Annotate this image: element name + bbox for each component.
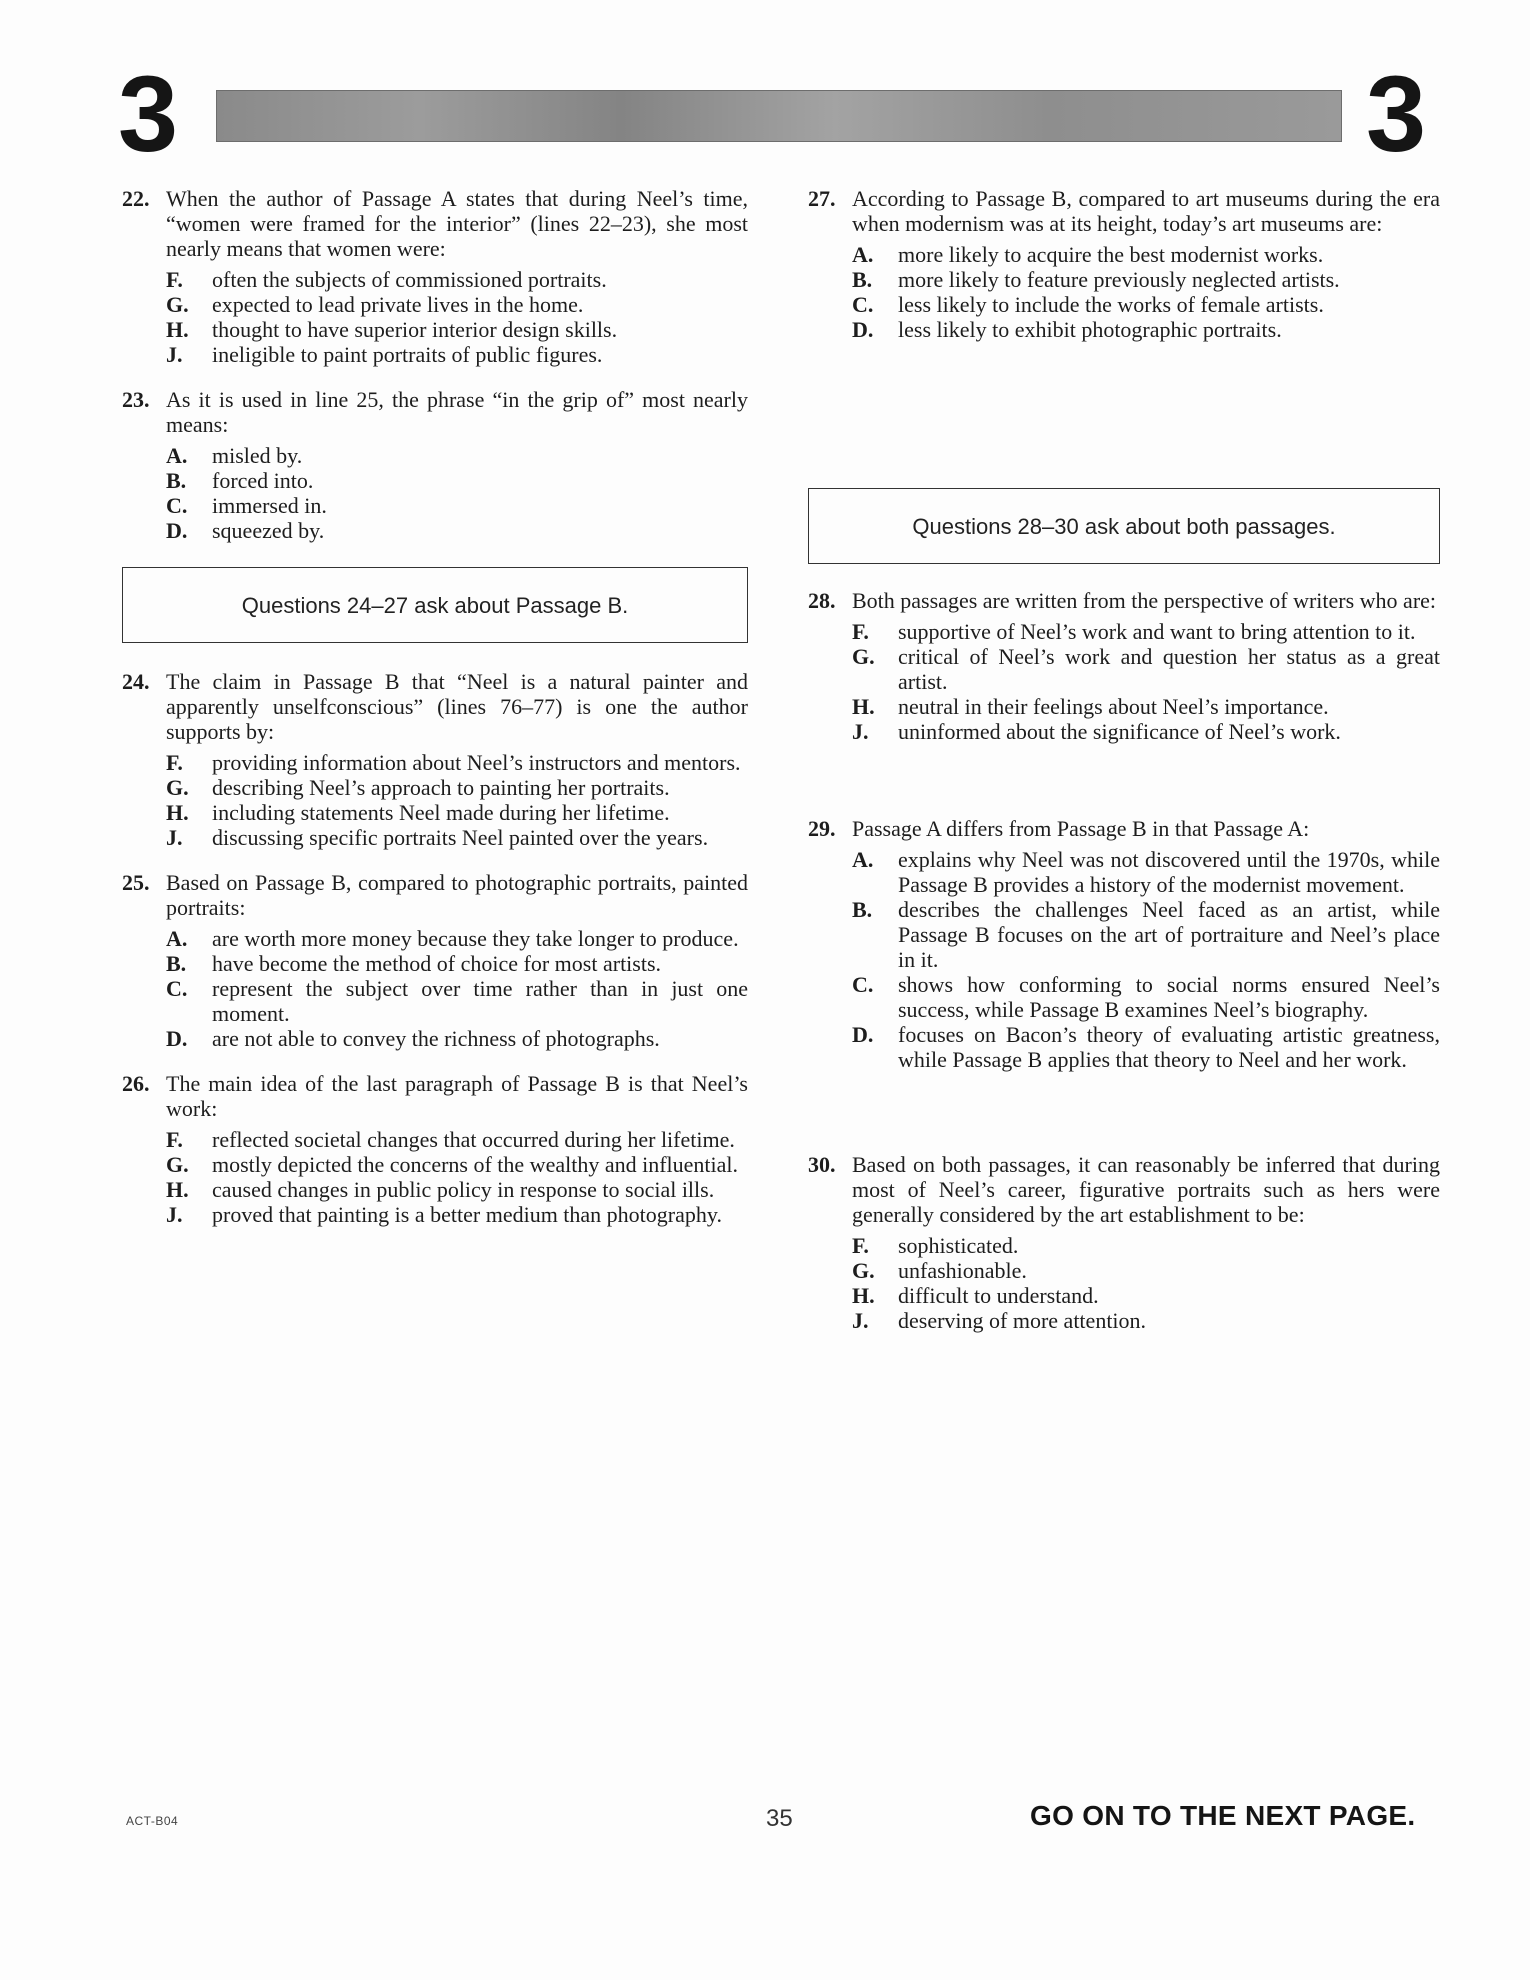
option-letter: C. xyxy=(166,493,188,518)
option-letter: H. xyxy=(852,1283,875,1308)
option-text: supportive of Neel’s work and want to bring attention to it. xyxy=(898,619,1416,644)
option-text: proved that painting is a better medium than photography. xyxy=(212,1202,722,1227)
question-number: 23. xyxy=(122,387,150,412)
option-text: focuses on Bacon’s theory of evaluating artistic greatness, while Passage B applies that theory to Neel and her work. xyxy=(898,1022,1440,1072)
option-letter: B. xyxy=(852,267,873,292)
answer-option[interactable] xyxy=(166,317,748,342)
option-text: represent the subject over time rather than in just one moment. xyxy=(212,976,748,1026)
option-letter: H. xyxy=(852,694,875,719)
question-number: 24. xyxy=(122,669,150,694)
option-letter: H. xyxy=(166,1177,189,1202)
option-text: have become the method of choice for most artists. xyxy=(212,951,662,976)
option-text: unfashionable. xyxy=(898,1258,1027,1283)
question-stem: As it is used in line 25, the phrase “in the grip of” most nearly means: xyxy=(166,387,748,437)
answer-option[interactable] xyxy=(166,468,748,493)
option-letter: G. xyxy=(166,775,189,800)
question-stem: Passage A differs from Passage B in that Passage A: xyxy=(852,816,1310,841)
option-letter: F. xyxy=(166,1127,183,1152)
answer-option[interactable] xyxy=(166,518,748,543)
answer-option[interactable] xyxy=(166,750,748,775)
test-form-code: ACT-B04 xyxy=(126,1814,179,1828)
option-text: more likely to acquire the best modernist works. xyxy=(898,242,1324,267)
option-letter: C. xyxy=(852,292,874,317)
question-stem: Based on both passages, it can reasonably be inferred that during most of Neel’s career, figurative portraits such as hers were generally considered by the art establishment to be: xyxy=(852,1152,1440,1227)
question-26 xyxy=(122,1071,748,1227)
page-number: 35 xyxy=(766,1805,793,1832)
answer-option[interactable] xyxy=(852,1258,1440,1283)
option-letter: C. xyxy=(166,976,188,1001)
question-stem: The main idea of the last paragraph of Passage B is that Neel’s work: xyxy=(166,1071,748,1121)
option-letter: G. xyxy=(166,292,189,317)
answer-options xyxy=(852,619,1440,744)
option-text: forced into. xyxy=(212,468,314,493)
option-letter: B. xyxy=(166,468,187,493)
answer-option[interactable] xyxy=(166,775,748,800)
question-23 xyxy=(122,387,748,543)
answer-option[interactable] xyxy=(166,1152,748,1177)
option-letter: J. xyxy=(852,719,869,744)
option-letter: A. xyxy=(166,443,188,468)
question-number: 27. xyxy=(808,186,836,211)
option-text: squeezed by. xyxy=(212,518,325,543)
option-letter: G. xyxy=(166,1152,189,1177)
option-letter: D. xyxy=(166,1026,188,1051)
option-letter: B. xyxy=(166,951,187,976)
go-on-next-page-notice: GO ON TO THE NEXT PAGE. xyxy=(1030,1800,1416,1831)
option-letter: A. xyxy=(852,847,874,872)
answer-option[interactable] xyxy=(852,897,1440,972)
left-column xyxy=(122,186,748,1247)
question-stem: Based on Passage B, compared to photographic portraits, painted portraits: xyxy=(166,870,748,920)
question-number: 29. xyxy=(808,816,836,841)
option-text: are not able to convey the richness of photographs. xyxy=(212,1026,660,1051)
answer-option[interactable] xyxy=(166,342,748,367)
section-header-bar xyxy=(216,90,1342,142)
answer-option[interactable] xyxy=(166,292,748,317)
answer-option[interactable] xyxy=(166,267,748,292)
question-number: 28. xyxy=(808,588,836,613)
option-letter: H. xyxy=(166,800,189,825)
answer-option[interactable] xyxy=(166,951,748,976)
answer-option[interactable] xyxy=(852,847,1440,897)
option-text: difficult to understand. xyxy=(898,1283,1099,1308)
option-text: shows how conforming to social norms ensured Neel’s success, while Passage B examines Neel’s biography. xyxy=(898,972,1440,1022)
answer-option[interactable] xyxy=(852,644,1440,694)
answer-option[interactable] xyxy=(166,493,748,518)
option-letter: B. xyxy=(852,897,873,922)
answer-option[interactable] xyxy=(852,317,1440,342)
option-text: discussing specific portraits Neel painted over the years. xyxy=(212,825,709,850)
option-text: neutral in their feelings about Neel’s importance. xyxy=(898,694,1329,719)
option-letter: J. xyxy=(166,825,183,850)
answer-option[interactable] xyxy=(166,1127,748,1152)
question-30 xyxy=(808,1152,1440,1333)
option-text: describes the challenges Neel faced as an artist, while Passage B focuses on the art of portraiture and Neel’s place in it. xyxy=(898,897,1440,972)
answer-option[interactable] xyxy=(166,800,748,825)
answer-option[interactable] xyxy=(852,242,1440,267)
answer-option[interactable] xyxy=(166,1202,748,1227)
answer-option[interactable] xyxy=(852,1233,1440,1258)
question-22 xyxy=(122,186,748,367)
question-stem: When the author of Passage A states that during Neel’s time, “women were framed for the interior” (lines 22–23), she most nearly means that women were: xyxy=(166,186,748,261)
option-text: are worth more money because they take longer to produce. xyxy=(212,926,739,951)
option-text: misled by. xyxy=(212,443,303,468)
option-text: often the subjects of commissioned portraits. xyxy=(212,267,607,292)
option-letter: F. xyxy=(166,267,183,292)
answer-options xyxy=(166,1127,748,1227)
answer-options xyxy=(852,1233,1440,1333)
option-text: including statements Neel made during her lifetime. xyxy=(212,800,670,825)
answer-options xyxy=(166,750,748,850)
option-text: thought to have superior interior design skills. xyxy=(212,317,618,342)
option-letter: A. xyxy=(852,242,874,267)
option-letter: A. xyxy=(166,926,188,951)
answer-option[interactable] xyxy=(166,1026,748,1051)
option-text: ineligible to paint portraits of public figures. xyxy=(212,342,603,367)
option-text: immersed in. xyxy=(212,493,327,518)
section-number-left: 3 xyxy=(118,53,179,174)
option-letter: G. xyxy=(852,1258,875,1283)
question-27 xyxy=(808,186,1440,342)
option-text: uninformed about the significance of Neel’s work. xyxy=(898,719,1341,744)
right-column xyxy=(808,186,1440,1353)
option-letter: G. xyxy=(852,644,875,669)
question-stem: According to Passage B, compared to art museums during the era when modernism was at its height, today’s art museums are: xyxy=(852,186,1440,236)
answer-option[interactable] xyxy=(166,1177,748,1202)
option-letter: J. xyxy=(166,342,183,367)
option-text: mostly depicted the concerns of the wealthy and influential. xyxy=(212,1152,739,1177)
passage-b-notice: Questions 24–27 ask about Passage B. xyxy=(122,567,748,643)
option-letter: F. xyxy=(852,619,869,644)
answer-option[interactable] xyxy=(166,926,748,951)
answer-option[interactable] xyxy=(852,1283,1440,1308)
question-28 xyxy=(808,588,1440,744)
answer-option[interactable] xyxy=(852,292,1440,317)
option-text: less likely to exhibit photographic portraits. xyxy=(898,317,1282,342)
answer-options xyxy=(852,847,1440,1072)
question-number: 30. xyxy=(808,1152,836,1177)
question-25 xyxy=(122,870,748,1051)
answer-option[interactable] xyxy=(852,972,1440,1022)
option-text: critical of Neel’s work and question her status as a great artist. xyxy=(898,644,1440,694)
option-text: expected to lead private lives in the home. xyxy=(212,292,584,317)
both-passages-notice: Questions 28–30 ask about both passages. xyxy=(808,488,1440,564)
option-text: more likely to feature previously neglected artists. xyxy=(898,267,1340,292)
option-letter: D. xyxy=(852,1022,874,1047)
answer-options xyxy=(166,926,748,1051)
question-stem: The claim in Passage B that “Neel is a natural painter and apparently unselfconscious” (lines 76–77) is one the author supports by: xyxy=(166,669,748,744)
answer-option[interactable] xyxy=(166,825,748,850)
answer-options xyxy=(166,267,748,367)
question-24 xyxy=(122,669,748,850)
section-number-right: 3 xyxy=(1366,53,1427,174)
option-letter: J. xyxy=(166,1202,183,1227)
option-text: sophisticated. xyxy=(898,1233,1019,1258)
option-text: describing Neel’s approach to painting her portraits. xyxy=(212,775,670,800)
question-29 xyxy=(808,816,1440,1072)
option-letter: F. xyxy=(852,1233,869,1258)
answer-option[interactable] xyxy=(852,267,1440,292)
option-letter: C. xyxy=(852,972,874,997)
answer-options xyxy=(852,242,1440,342)
option-text: explains why Neel was not discovered until the 1970s, while Passage B provides a history of the modernist movement. xyxy=(898,847,1440,897)
option-letter: F. xyxy=(166,750,183,775)
option-text: reflected societal changes that occurred during her lifetime. xyxy=(212,1127,735,1152)
answer-option[interactable] xyxy=(166,976,748,1026)
answer-option[interactable] xyxy=(166,443,748,468)
question-number: 25. xyxy=(122,870,150,895)
option-text: less likely to include the works of female artists. xyxy=(898,292,1324,317)
option-text: caused changes in public policy in response to social ills. xyxy=(212,1177,715,1202)
option-text: deserving of more attention. xyxy=(898,1308,1147,1333)
answer-option[interactable] xyxy=(852,1308,1440,1333)
question-stem: Both passages are written from the perspective of writers who are: xyxy=(852,588,1437,613)
answer-options xyxy=(166,443,748,543)
option-letter: H. xyxy=(166,317,189,342)
answer-option[interactable] xyxy=(852,694,1440,719)
option-letter: D. xyxy=(166,518,188,543)
answer-option[interactable] xyxy=(852,1022,1440,1072)
answer-option[interactable] xyxy=(852,719,1440,744)
option-text: providing information about Neel’s instructors and mentors. xyxy=(212,750,741,775)
answer-option[interactable] xyxy=(852,619,1440,644)
option-letter: J. xyxy=(852,1308,869,1333)
question-number: 22. xyxy=(122,186,150,211)
option-letter: D. xyxy=(852,317,874,342)
question-number: 26. xyxy=(122,1071,150,1096)
